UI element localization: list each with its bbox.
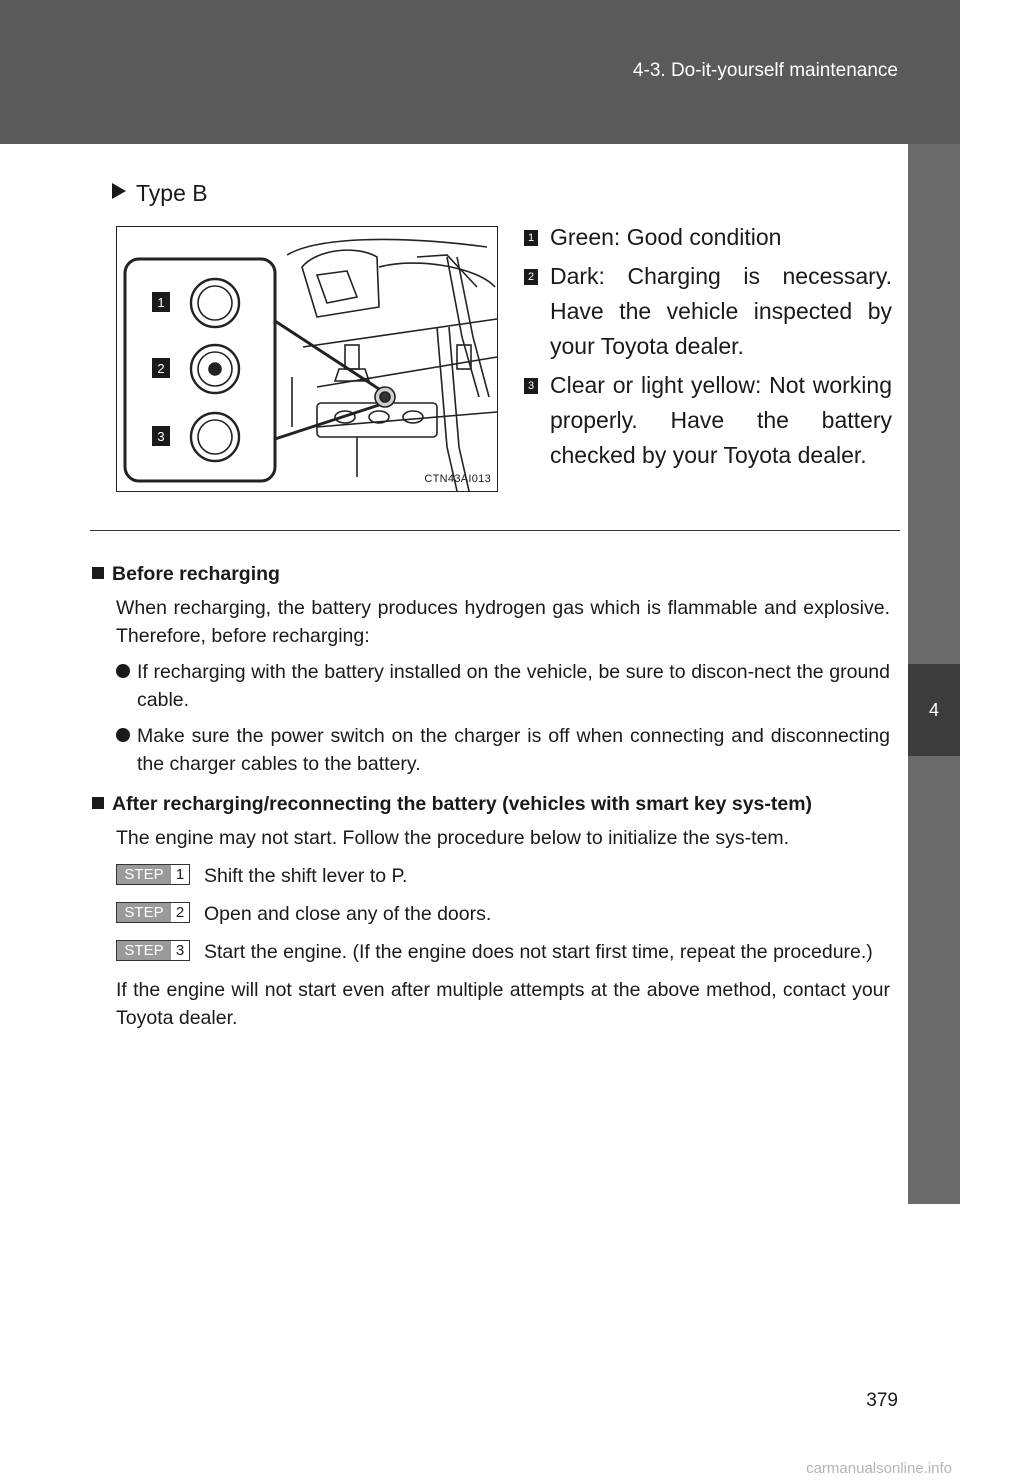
list-item: Make sure the power switch on the charger is off when connecting and disconnecting the charger cables to the battery. [116, 722, 890, 778]
section-title: 4-3. Do-it-yourself maintenance [632, 60, 898, 81]
chapter-number: 4 [908, 664, 960, 756]
legend-number: 1 [524, 230, 538, 246]
legend-item [524, 220, 892, 255]
page-number: 379 [866, 1390, 898, 1411]
after-recharging-intro: The engine may not start. Follow the procedure below to initialize the sys-tem. [116, 827, 790, 849]
step-item [116, 900, 890, 928]
chapter-title: Maintenance and care [1003, 780, 1023, 959]
round-bullet-icon [116, 664, 130, 678]
watermark: carmanualsonline.info [806, 1460, 952, 1477]
indicator-label-2: 2 [157, 361, 165, 376]
square-bullet-icon [92, 567, 104, 579]
legend-text: Green: Good condition [550, 224, 782, 250]
step-badge: STEP 1 [116, 864, 190, 885]
step-text: Open and close any of the doors. [204, 903, 492, 925]
square-bullet-icon [92, 797, 104, 809]
indicator-legend [524, 220, 892, 477]
battery-illustration [117, 227, 497, 491]
legend-number: 2 [524, 269, 538, 285]
type-label: Type B [136, 180, 208, 206]
type-heading [112, 180, 208, 207]
indicator-label-1: 1 [157, 295, 165, 310]
step-text: Shift the shift lever to P. [204, 865, 408, 887]
step-badge: STEP 2 [116, 902, 190, 923]
figure-code: CTN43AI013 [424, 473, 491, 485]
legend-item [524, 259, 892, 364]
step-badge: STEP 3 [116, 940, 190, 961]
indicator-number-labels [152, 292, 170, 446]
main-content [112, 560, 890, 1032]
step-item [116, 938, 890, 966]
legend-text: Dark: Charging is necessary. Have the vehicle inspected by your Toyota dealer. [550, 263, 892, 359]
step-item [116, 862, 890, 890]
before-recharging-heading: Before recharging [92, 560, 890, 588]
after-recharging-outro: If the engine will not start even after multiple attempts at the above method, contact your Toyota dealer. [116, 979, 890, 1029]
legend-text: Clear or light yellow: Not working properly. Have the battery checked by your Toyota dealer. [550, 372, 892, 468]
round-bullet-icon [116, 728, 130, 742]
legend-item [524, 368, 892, 473]
battery-indicator-figure [116, 226, 498, 492]
triangle-bullet-icon [112, 183, 126, 199]
after-recharging-heading: After recharging/reconnecting the battery (vehicles with smart key sys-tem) [92, 790, 890, 818]
before-recharging-intro: When recharging, the battery produces hydrogen gas which is flammable and explosive. Therefore, before recharging: [116, 597, 890, 647]
list-item: If recharging with the battery installed on the vehicle, be sure to discon-nect the ground cable. [116, 658, 890, 714]
legend-number: 3 [524, 378, 538, 394]
page-header [0, 0, 960, 144]
section-divider [90, 530, 900, 531]
indicator-label-3: 3 [157, 429, 165, 444]
step-text: Start the engine. (If the engine does not start first time, repeat the procedure.) [204, 941, 873, 963]
